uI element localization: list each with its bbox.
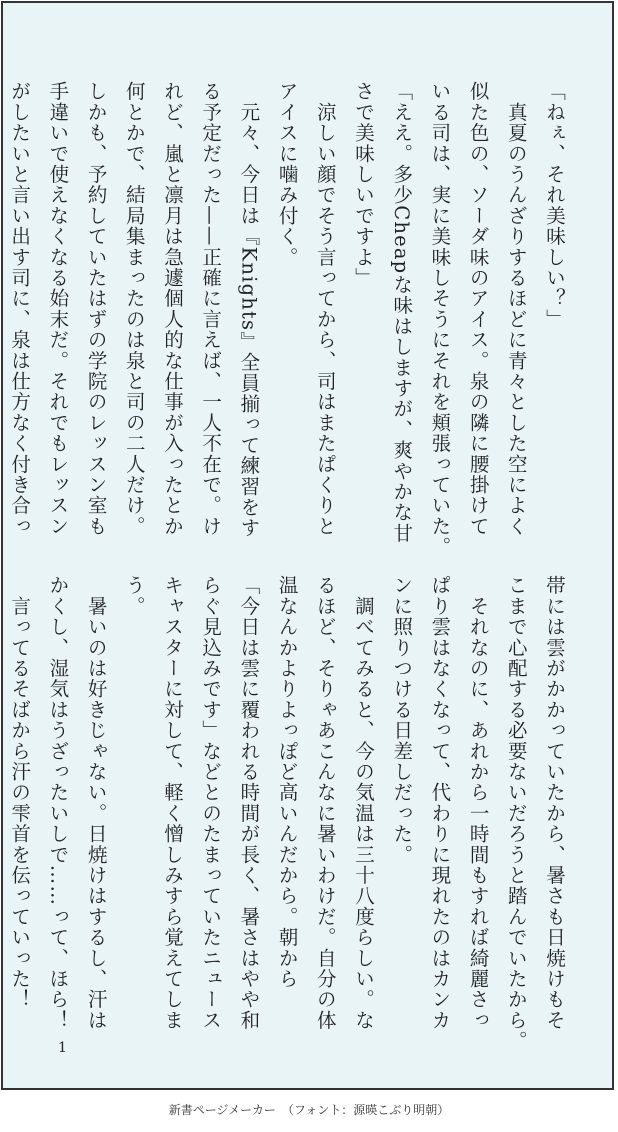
text-line: 真夏のうんざりするほどに青々とした空によく (504, 81, 528, 537)
footer-credit: 新書ページメーカー （フォント：源暎こぶり明朝） (168, 1103, 450, 1117)
text-line: 似た色の、ソーダ味のアイス。泉の隣に腰掛けて (466, 81, 490, 537)
text-line: しかも、予約していたはずの学院のレッスン室も (84, 81, 108, 537)
manuscript-page (1, 1, 614, 1090)
text-line: それなのに、あれから一時間もすれば綺麗さっ (466, 575, 490, 1031)
text-line: かくし、湿気はうざったいしで……って、ほら！ (46, 575, 70, 1031)
lower-text-block (0, 575, 573, 1052)
text-line: る予定だった——正確に言えば、一人不在で。け (199, 81, 223, 537)
text-line: 手違いで使えなくなる始末だ。それでもレッスン (46, 81, 70, 537)
text-line: う。 (122, 575, 146, 617)
text-line: れど、嵐と凛月は急遽個人的な仕事が入ったとか (160, 81, 184, 537)
text-line: 涼しい顔でそう言ってから、司はまたぱくりと (313, 81, 337, 537)
page-number: 1 (58, 1040, 67, 1056)
text-line: らぐ見込みです」などとのたまっていたニュース (199, 575, 223, 1031)
text-line: こまで心配する必要ないだろうと踏んでいたから。 (504, 575, 528, 1052)
text-line: 「ねぇ、それ美味しい？」 (543, 81, 566, 330)
text-line: 帯には雲がかかっていたから、暑さも日焼けもそ (543, 575, 566, 1031)
text-line: ンに照りつける日差しだった。 (390, 575, 414, 865)
text-line: 元々、今日は『Knights』全員揃って練習をす (237, 81, 261, 539)
text-line: 温なんかよりよっぽど高いんだから。朝から (275, 575, 299, 989)
text-line: 言ってるそばから汗の雫首を伝っていった！ (8, 575, 32, 1010)
upper-text-block (0, 81, 573, 558)
text-line: 調べてみると、今の気温は三十八度らしい。な (351, 575, 375, 1031)
text-line: アイスに噛み付く。 (275, 81, 299, 268)
text-line: がしたいと言い出す司に、泉は仕方なく付き合っ (8, 81, 32, 537)
text-line: 「今日は雲に覆われる時間が長く、暑さはやや和 (237, 575, 261, 1031)
text-line: ぱり雲はなくなって、代わりに現れたのはカンカ (428, 575, 452, 1031)
text-line: さで美味しいですよ」 (351, 81, 375, 288)
text-line: いる司は、実に美味しそうにそれを頬張っていた。 (428, 81, 452, 558)
text-line: キャスターに対して、軽く憎しみすら覚えてしま (160, 575, 184, 1031)
text-line: 何とかで、結局集まったのは泉と司の二人だけ。 (122, 81, 146, 537)
text-line: るほど、そりゃあこんなに暑いわけだ。自分の体 (313, 575, 337, 1031)
text-line: 暑いのは好きじゃない。日焼けはするし、汗は (84, 575, 108, 1031)
text-line: 「ええ。多少Cheapな味はしますが、爽やかな甘 (390, 81, 414, 544)
